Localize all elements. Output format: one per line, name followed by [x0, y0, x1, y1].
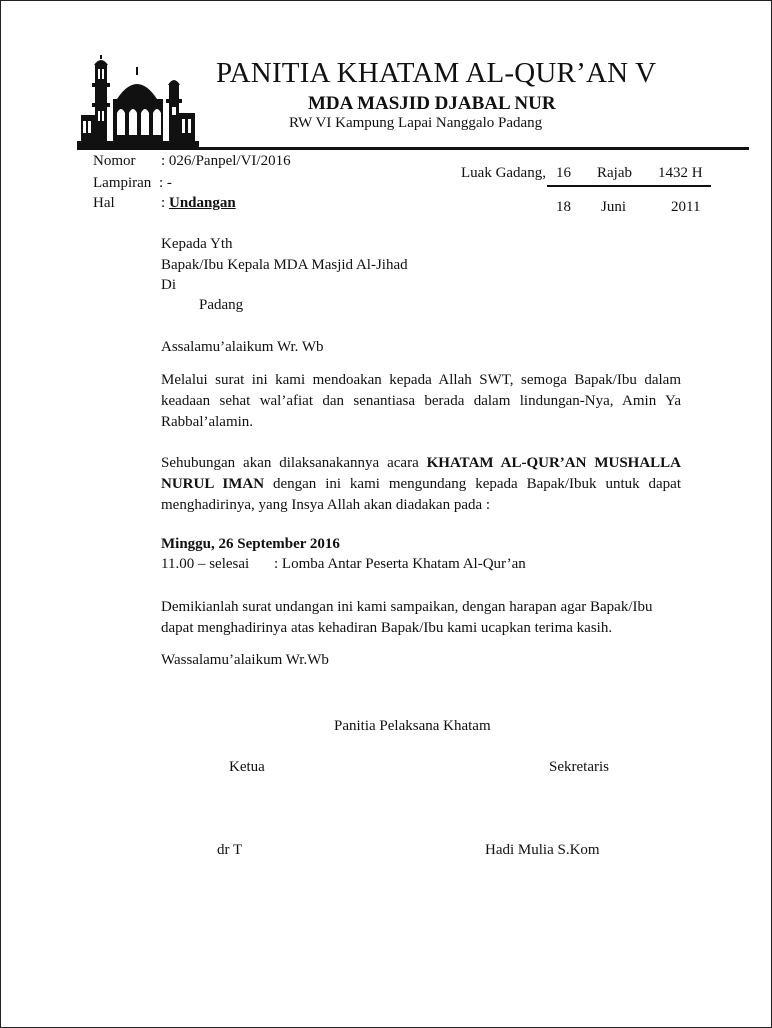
- chair-name: dr T: [217, 842, 243, 858]
- mosque-logo-icon: [77, 55, 199, 149]
- event-description: : Lomba Antar Peserta Khatam Al-Qur’an: [274, 556, 526, 572]
- hal-label: Hal: [93, 195, 115, 211]
- greg-year: 2011: [671, 199, 701, 215]
- paragraph-opening: Melalui surat ini kami mendoakan kepada Allah SWT, semoga Bapak/Ibu dalam keadaan sehat wal’afiat dan senantiasa berada dalam lindungan-Nya, Amin Ya Rabbal’alamin.: [161, 372, 681, 430]
- paragraph-closing: Demikianlah surat undangan ini kami sampaikan, dengan harapan agar Bapak/Ibu dapat menghadirinya atas kehadiran Bapak/Ibu kami ucapkan terima kasih.: [161, 599, 653, 636]
- hal-value: Undangan: [169, 195, 236, 211]
- event-date: Minggu, 26 September 2016: [161, 536, 340, 552]
- lampiran-value: : -: [159, 175, 172, 191]
- date-place: Luak Gadang,: [461, 165, 546, 181]
- hijri-month: Rajab: [597, 165, 632, 181]
- farewell: Wassalamu’alaikum Wr.Wb: [161, 652, 329, 668]
- paragraph-invitation: [161, 453, 681, 516]
- greg-month: Juni: [601, 199, 627, 215]
- nomor-value: : 026/Panpel/VI/2016: [161, 153, 291, 169]
- hijri-day: 16: [556, 165, 571, 181]
- org-subtitle: MDA MASJID DJABAL NUR: [308, 93, 556, 114]
- greeting: Assalamu’alaikum Wr. Wb: [161, 339, 324, 355]
- org-address: RW VI Kampung Lapai Nanggalo Padang: [289, 115, 543, 131]
- recipient-line2: Bapak/Ibu Kepala MDA Masjid Al-Jihad: [161, 257, 408, 273]
- recipient-line4: Padang: [199, 297, 244, 313]
- lampiran-label: Lampiran: [93, 175, 152, 191]
- greg-day: 18: [556, 199, 571, 215]
- nomor-label: Nomor: [93, 153, 136, 169]
- header-divider: [77, 147, 749, 150]
- hal-colon: :: [161, 195, 166, 211]
- hijri-year: 1432 H: [658, 165, 703, 181]
- recipient-line1: Kepada Yth: [161, 236, 233, 252]
- secretary-name: Hadi Mulia S.Kom: [485, 842, 600, 858]
- event-name: KHATAM AL-QUR’AN MUSHALLA NURUL IMAN: [161, 455, 682, 492]
- org-title: PANITIA KHATAM AL-QUR’AN V: [216, 57, 657, 89]
- recipient-line3: Di: [161, 277, 176, 293]
- invitation-text-post: dengan ini kami mengundang kepada Bapak/Ibuk untuk dapat menghadirinya, yang Insya Allah akan diadakan pada :: [161, 476, 682, 513]
- invitation-text-pre: Sehubungan akan dilaksanakannya acara: [161, 455, 427, 471]
- event-time: 11.00 – selesai: [161, 556, 250, 572]
- committee-name: Panitia Pelaksana Khatam: [334, 718, 491, 734]
- chair-role: Ketua: [229, 759, 265, 775]
- date-divider: [547, 185, 711, 187]
- secretary-role: Sekretaris: [549, 759, 609, 775]
